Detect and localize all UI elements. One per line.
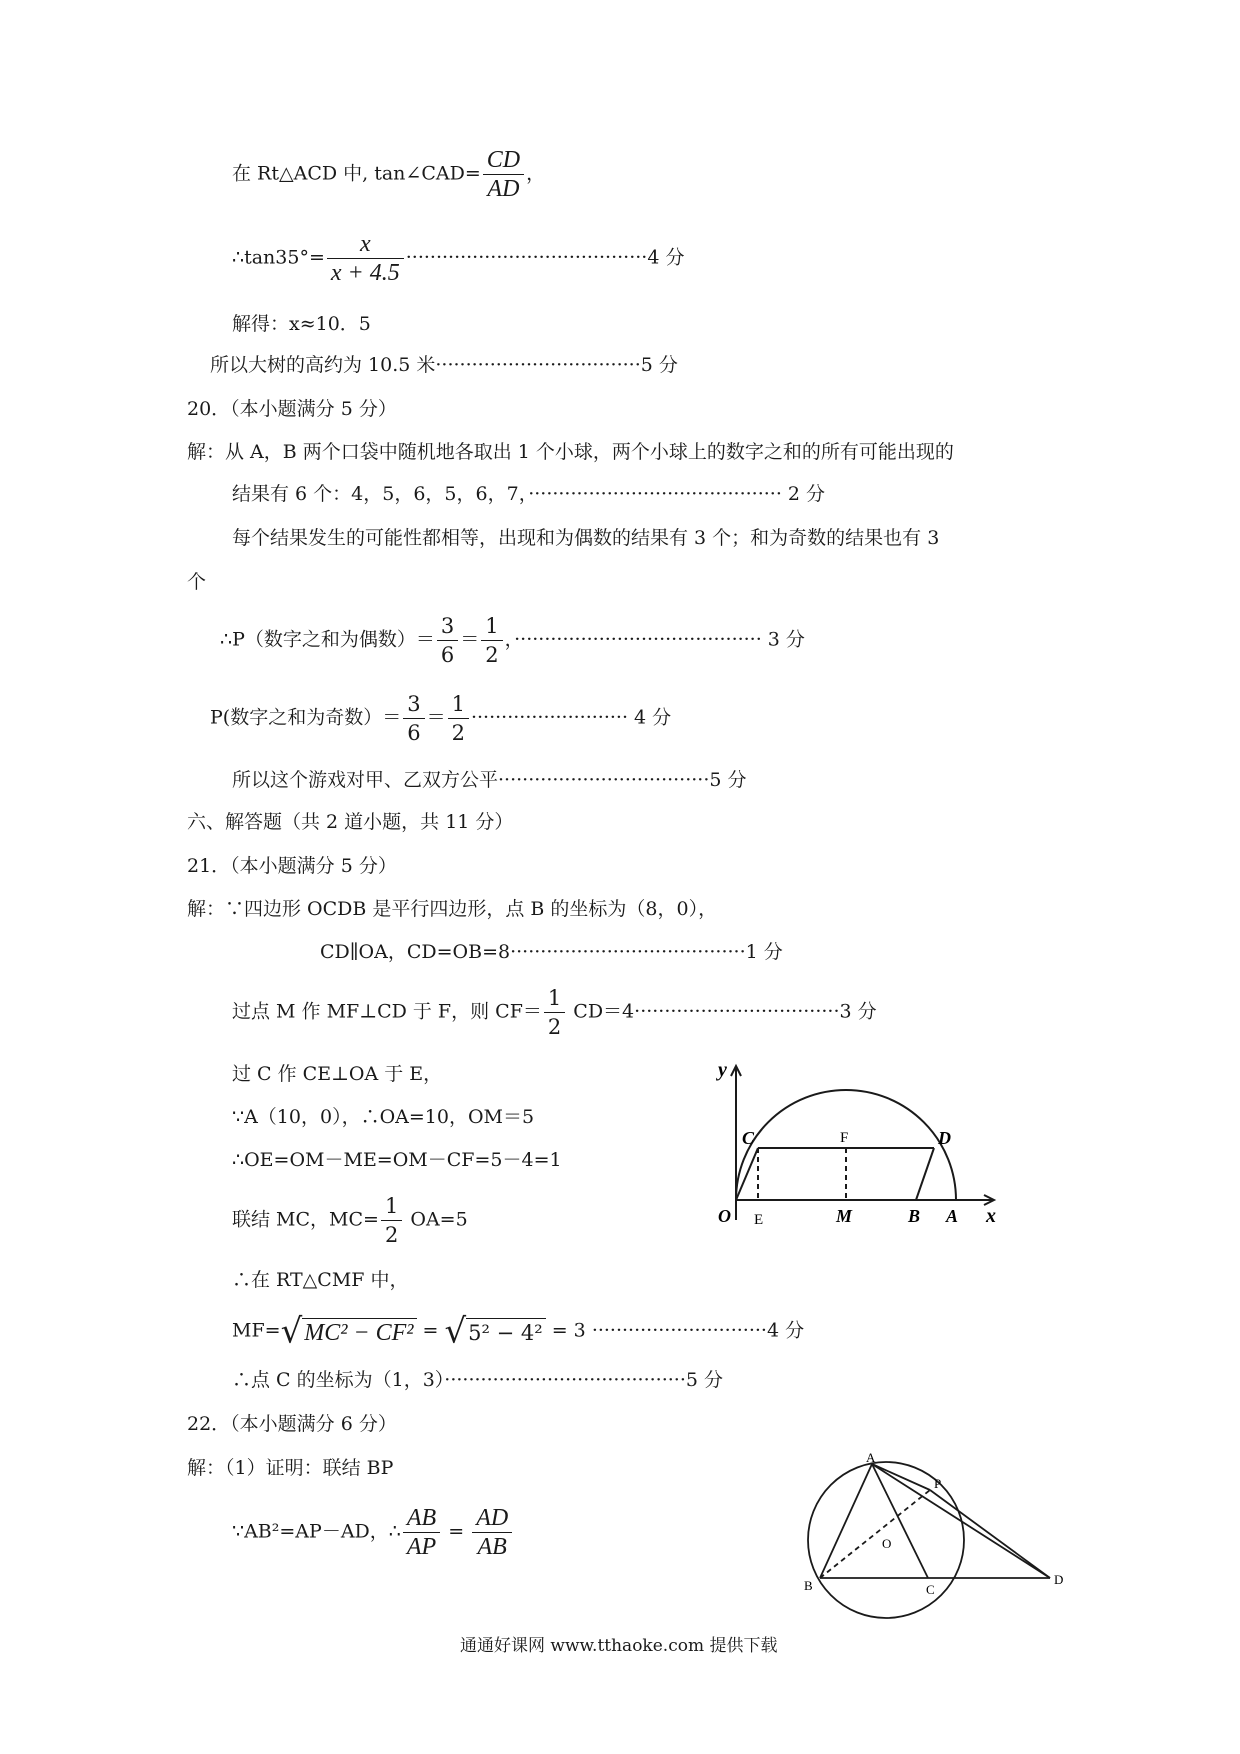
radicand: MC² − CF² [302,1318,416,1345]
heading-section-6: 六、解答题（共 2 道小题，共 11 分） [187,811,514,833]
figure-circle-diagram [800,1450,1070,1610]
fraction-ab-ap [403,1506,440,1559]
numerator: 1 [381,1194,402,1221]
label-c: C [926,1582,935,1597]
line-solve-x: 解得：x≈10．5 [232,313,371,335]
line-q21-j: ∴点 C 的坐标为（1，3）········································5 分 [232,1369,724,1391]
label-p: P [934,1476,942,1491]
text: 过点 M 作 MF⊥CD 于 F，则 CF＝ [232,1000,542,1023]
label-a: A [946,1206,959,1226]
label-o: O [718,1206,731,1226]
label-a: A [866,1450,876,1465]
segment-bp-dashed [820,1490,930,1578]
square-root: √MC² − CF² [281,1318,417,1345]
denominator: 2 [384,1223,399,1247]
label-b: B [804,1578,813,1593]
text: ∴P（数字之和为偶数）＝ [220,628,435,651]
line-q20-a: 解：从 A，B 两个口袋中随机地各取出 1 个小球，两个小球上的数字之和的所有可能出现的 [187,441,954,463]
numerator: CD [483,148,524,175]
line-tan35 [232,232,684,285]
numerator: 1 [448,692,469,719]
text: MF= [232,1319,281,1342]
text: 联结 MC，MC= [232,1208,379,1231]
label-o: O [882,1536,892,1551]
denominator: 6 [407,721,421,745]
text: ········································4 分 [405,246,685,269]
line-q20-c: 每个结果发生的可能性都相等，出现和为偶数的结果有 3 个；和为奇数的结果也有 3 [232,527,940,549]
text: ， [526,162,546,185]
numerator: AB [403,1506,440,1533]
text: OA=5 [404,1208,468,1231]
line-q21-i [232,1311,805,1352]
line-q22-a: 解：（1）证明：联结 BP [187,1457,394,1479]
line-q21-h: ∴在 RT△CMF 中， [232,1269,409,1291]
line-q20-d: 个 [187,571,207,593]
line-q21-g [232,1194,468,1247]
fraction-cd-ad [483,148,524,201]
line-q21-b: CD∥OA，CD=OB=8·······································1 分 [320,941,783,963]
label-y: y [718,1059,727,1081]
numerator: 3 [437,614,458,641]
numerator: 1 [481,614,502,641]
label-m: M [836,1206,853,1226]
label-b: B [908,1206,921,1226]
text: ＝ [426,706,446,729]
segment-ap [872,1464,930,1490]
line-q21-a: 解：∵四边形 OCDB 是平行四边形，点 B 的坐标为（8，0）， [187,898,718,920]
label-d: D [1054,1572,1064,1587]
footer: 通通好课网 www.tthaoke.com 提供下载 [460,1636,778,1656]
text: CD＝4··································3 分 [567,1000,877,1023]
denominator: 2 [547,1015,562,1039]
label-d: D [938,1128,951,1148]
line-q20-b: 结果有 6 个：4，5，6，5，6，7，·········································· 2 分 [232,483,826,505]
figure-coordinate-diagram [710,1060,1010,1240]
fraction [437,614,458,667]
text: P(数字之和为奇数）＝ [210,706,402,729]
text: ∴tan35°= [232,246,325,269]
segment-bd [916,1148,934,1200]
line-q21-e: ∵A（10，0），∴OA=10，OM＝5 [232,1106,535,1128]
segment-ab [820,1464,872,1578]
line-q21-d: 过 C 作 CE⊥OA 于 E， [232,1063,443,1085]
fraction-half [544,986,565,1039]
denominator: x + 4.5 [330,260,400,286]
text: = [416,1319,445,1342]
segment-pd [930,1490,1050,1578]
line-q21-c [232,986,877,1039]
text: ∵AB²=AP－AD，∴ [232,1520,401,1543]
label-f: F [840,1130,849,1146]
line-fair: 所以这个游戏对甲、乙双方公平···································5 分 [232,769,747,791]
fraction-half [381,1194,402,1247]
fraction-ad-ab [472,1506,512,1559]
denominator: AB [477,1534,507,1560]
text: 在 Rt△ACD 中, tan∠CAD= [232,162,481,185]
denominator: AP [406,1534,437,1560]
line-tan-cad [232,148,545,201]
line-tree-height: 所以大树的高约为 10.5 米··································5 分 [210,354,678,376]
text: ·························· 4 分 [470,706,672,729]
text: = 3 ·····························4 分 [545,1319,805,1342]
label-e: E [754,1212,764,1228]
square-root: √5² − 4² [445,1318,546,1345]
fraction [481,614,502,667]
heading-q21: 21．（本小题满分 5 分） [187,855,397,877]
line-q21-f: ∴OE=OM－ME=OM－CF=5－4=1 [232,1149,562,1171]
numerator: 1 [544,986,565,1013]
radicand: 5² − 4² [466,1318,546,1345]
line-p-odd [210,692,671,745]
heading-q22: 22．（本小题满分 6 分） [187,1413,397,1435]
denominator: 6 [440,643,455,667]
fraction [403,692,424,745]
label-x: x [986,1205,996,1227]
text: ＝ [460,628,480,651]
numerator: AD [472,1506,512,1533]
text: = [442,1520,471,1543]
label-c: C [742,1128,755,1148]
line-q22-b [232,1506,514,1559]
line-p-even [220,614,805,667]
fraction [448,692,469,745]
denominator: AD [487,176,520,202]
heading-q20: 20．（本小题满分 5 分） [187,398,397,420]
denominator: 2 [451,721,465,745]
numerator: x [327,232,404,259]
numerator: 3 [403,692,424,719]
fraction-x [327,232,404,285]
text: ，········································· 3 分 [504,628,805,651]
denominator: 2 [485,643,499,667]
